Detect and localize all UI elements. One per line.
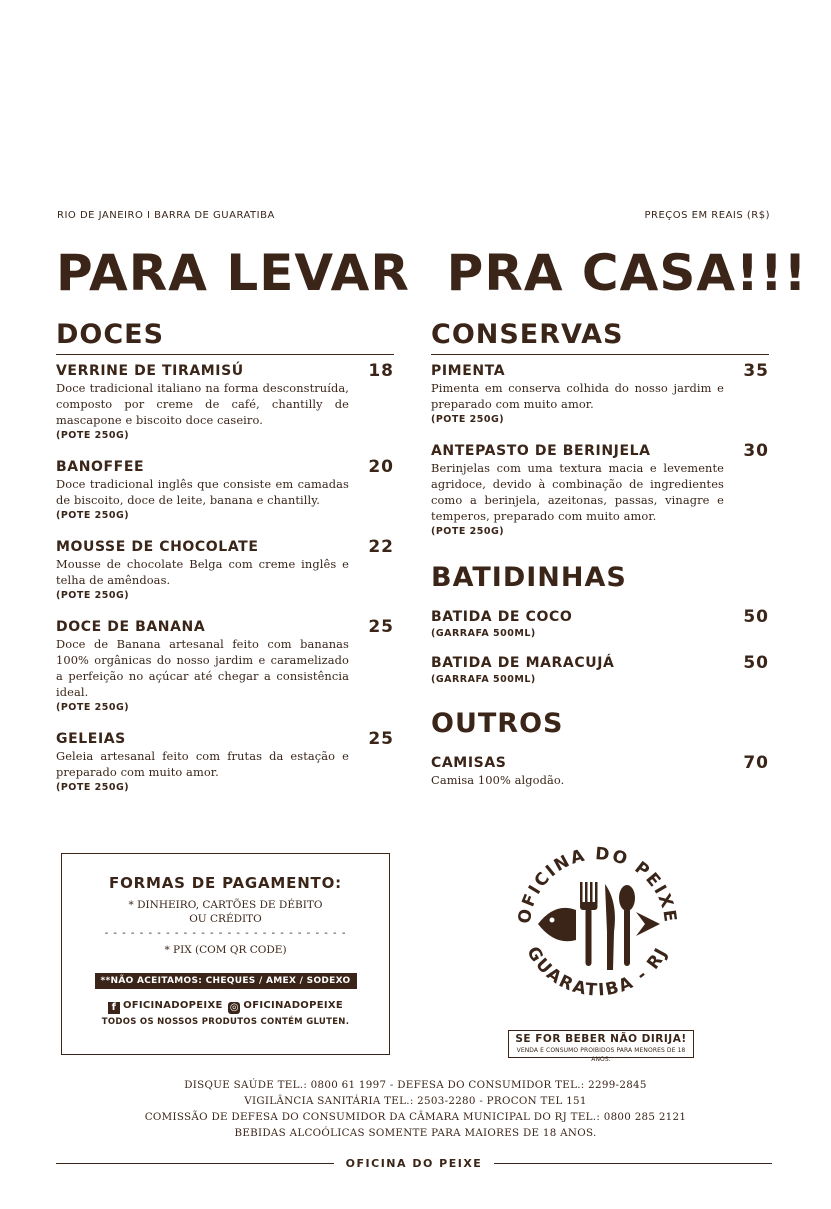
payment-title: FORMAS DE PAGAMENTO:: [109, 874, 342, 892]
menu-item: [56, 731, 394, 795]
item-name: GELEIAS: [56, 731, 126, 747]
facebook-icon[interactable]: f: [108, 1002, 120, 1014]
fish-eye: [550, 918, 555, 923]
item-name: BATIDA DE MARACUJÁ: [431, 655, 615, 671]
item-price: 50: [743, 653, 769, 673]
menu-item: [56, 619, 394, 715]
outros-title: OUTROS: [431, 708, 564, 739]
footer-rule-right: [494, 1163, 772, 1164]
payment-line-3: * PIX (COM QR CODE): [164, 944, 287, 956]
item-description: Mousse de chocolate Belga com creme inglês e telha de amêndoas.: [56, 557, 349, 587]
conservas-title: CONSERVAS: [431, 319, 624, 350]
menu-item: [431, 609, 769, 641]
item-name: PIMENTA: [431, 363, 506, 379]
item-size: (POTE 250G): [56, 702, 130, 713]
item-description: Pimenta em conserva colhida do nosso jardim e preparado com muito amor.: [431, 381, 724, 411]
dashed-divider: - - - - - - - - - - - - - - - - - - - - - - - - - - - -: [104, 928, 347, 939]
menu-item: [431, 443, 769, 539]
footer-rule-left: [56, 1163, 334, 1164]
footer-line-1: DISQUE SAÚDE TEL.: 0800 61 1997 - DEFESA DO CONSUMIDOR TEL.: 2299-2845: [184, 1079, 647, 1091]
item-price: 50: [743, 607, 769, 627]
oficina-do-peixe-logo: [510, 832, 685, 1007]
doces-divider: [56, 354, 394, 355]
doces-section: [56, 320, 394, 811]
item-size: (POTE 250G): [431, 526, 505, 537]
item-price: 20: [368, 457, 394, 477]
footer-line-3: COMISSÃO DE DEFESA DO CONSUMIDOR DA CÂMARA MUNICIPAL DO RJ TEL.: 0800 285 2121: [144, 1111, 687, 1123]
item-size: (POTE 250G): [56, 590, 130, 601]
logo-bottom-text: GUARATIBA - RJ: [522, 943, 673, 1001]
item-description: Doce tradicional italiano na forma desconstruída, composto por creme de café, chantilly de mascapone e biscoito doce caseiro.: [56, 381, 349, 427]
doces-title: DOCES: [56, 319, 165, 350]
item-name: DOCE DE BANANA: [56, 619, 206, 635]
fish-head-shape: [538, 908, 576, 941]
fish-tail-shape: [636, 912, 660, 936]
item-size: (POTE 250G): [56, 510, 130, 521]
item-size: (GARRAFA 500ML): [431, 674, 536, 685]
footer-brand: OFICINA DO PEIXE: [345, 1157, 483, 1170]
item-price: 25: [368, 729, 394, 749]
item-description: Doce de Banana artesanal feito com bananas 100% orgânicas do nosso jardim e caramelizado a perfeição no açúcar até chegar a consistência ideal.: [56, 637, 349, 699]
item-name: CAMISAS: [431, 755, 507, 771]
menu-item: [431, 363, 769, 427]
item-price: 22: [368, 537, 394, 557]
instagram-icon[interactable]: ◎: [229, 1002, 239, 1013]
item-description: Berinjelas com uma textura macia e levemente agridoce, devido à combinação de ingredientes como a berinjela, azeitonas, passas, vinagre e temperos, preparado com muito amor.: [431, 461, 724, 523]
currency-note: PREÇOS EM REAIS (R$): [644, 210, 770, 221]
item-price: 25: [368, 617, 394, 637]
item-description: Doce tradicional inglês que consiste em camadas de biscoito, doce de leite, banana e chantilly.: [56, 477, 349, 507]
knife-icon: [605, 884, 615, 970]
drink-warning-box: [508, 1030, 694, 1063]
item-name: MOUSSE DE CHOCOLATE: [56, 539, 259, 555]
menu-item: [56, 539, 394, 603]
page-title: PARA LEVAR PRA CASA!!!: [56, 244, 808, 302]
svg-text:GUARATIBA - RJ: [522, 943, 672, 1000]
location-text: RIO DE JANEIRO I BARRA DE GUARATIBA: [57, 210, 275, 221]
logo-top-text: OFICINA DO PEIXE: [514, 844, 681, 926]
social-links: [62, 1000, 389, 1014]
item-price: 18: [368, 361, 394, 381]
instagram-handle[interactable]: OFICINADOPEIXE: [243, 1000, 344, 1011]
item-description: Geleia artesanal feito com frutas da estação e preparado com muito amor.: [56, 749, 349, 779]
menu-item: [56, 363, 394, 443]
item-size: (GARRAFA 500ML): [431, 628, 536, 639]
item-price: 70: [743, 753, 769, 773]
payment-box: [61, 853, 390, 1055]
drink-warning-note: VENDA E CONSUMO PROIBIDOS PARA MENORES DE 18 ANOS.: [516, 1047, 686, 1063]
item-size: (POTE 250G): [56, 430, 130, 441]
menu-item: [431, 755, 769, 788]
gluten-notice: TODOS OS NOSSOS PRODUTOS CONTÉM GLUTEN.: [101, 1017, 350, 1027]
item-price: 30: [743, 441, 769, 461]
item-name: BATIDA DE COCO: [431, 609, 573, 625]
legal-footer: [0, 1077, 831, 1141]
payment-line-1: * DINHEIRO, CARTÕES DE DÉBITO: [128, 899, 323, 911]
right-column: [431, 320, 769, 804]
item-name: BANOFFEE: [56, 459, 145, 475]
item-size: (POTE 250G): [431, 414, 505, 425]
fork-icon: [580, 882, 598, 966]
spoon-icon: [619, 885, 635, 966]
item-name: ANTEPASTO DE BERINJELA: [431, 443, 651, 459]
conservas-divider: [431, 354, 769, 355]
item-name: VERRINE DE TIRAMISÚ: [56, 363, 244, 379]
payment-line-2: OU CRÉDITO: [189, 913, 262, 925]
drink-warning-title: SE FOR BEBER NÃO DIRIJA!: [515, 1033, 687, 1045]
footer-line-4: BEBIDAS ALCOÓLICAS SOMENTE PARA MAIORES DE 18 ANOS.: [234, 1127, 597, 1139]
item-size: (POTE 250G): [56, 782, 130, 793]
item-price: 35: [743, 361, 769, 381]
item-description: Camisa 100% algodão.: [431, 773, 565, 787]
footer-line-2: VIGILÂNCIA SANITÁRIA TEL.: 2503-2280 - PROCON TEL 151: [244, 1095, 587, 1107]
no-accept-banner: **NÃO ACEITAMOS: CHEQUES / AMEX / SODEXO: [95, 973, 357, 989]
menu-item: [431, 655, 769, 687]
menu-item: [56, 459, 394, 523]
batidinhas-title: BATIDINHAS: [431, 562, 627, 593]
facebook-handle[interactable]: OFICINADOPEIXE: [122, 1000, 223, 1011]
